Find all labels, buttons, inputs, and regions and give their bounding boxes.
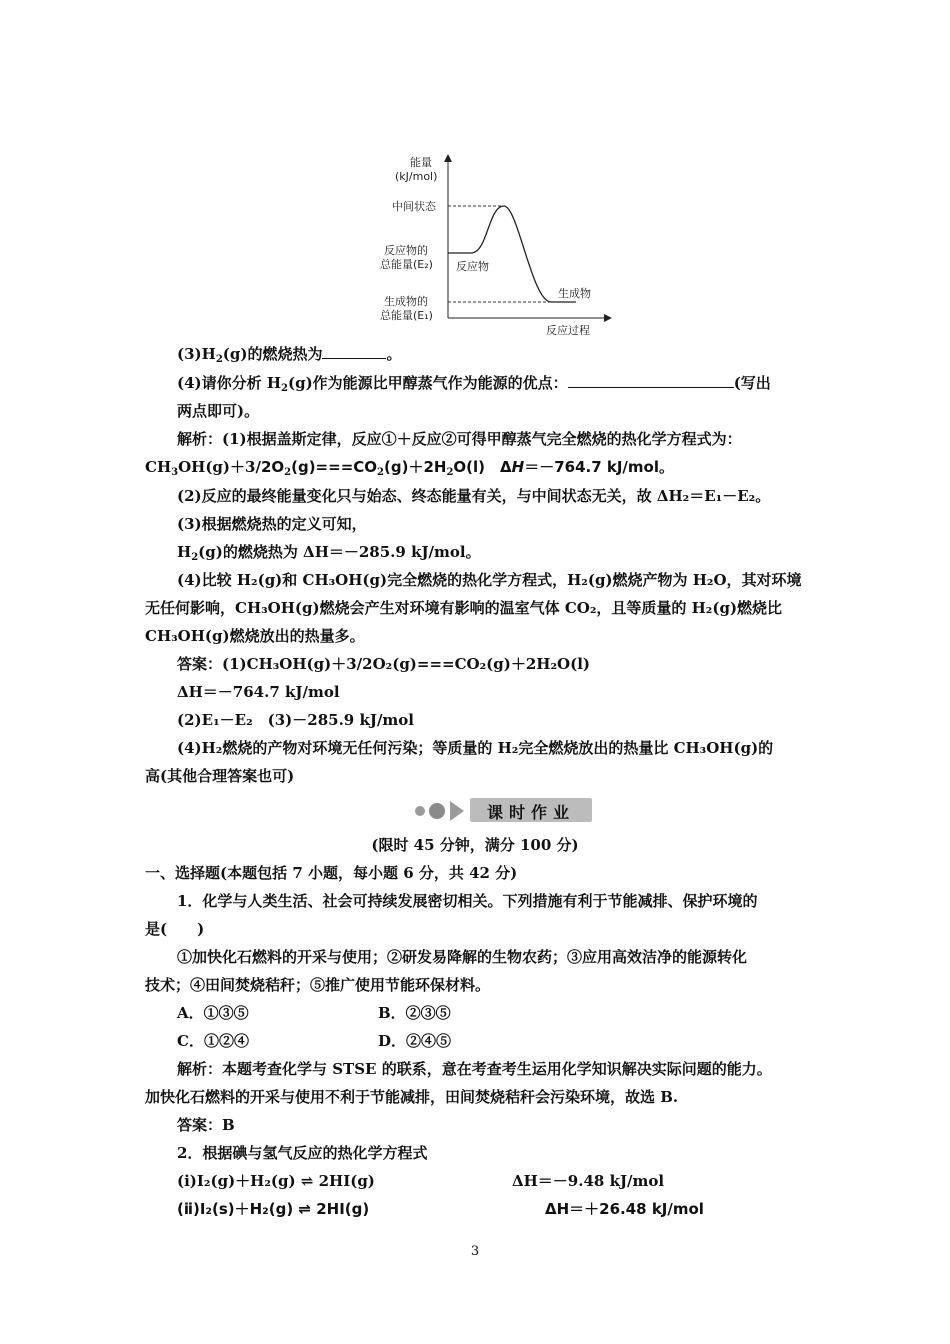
banner-title: 课时作业 xyxy=(486,803,575,822)
label-reactant-total-2: 总能量(E₂) xyxy=(380,258,433,271)
option-d: D．②④⑤ xyxy=(378,1032,452,1050)
y-axis-unit: (kJ/mol) xyxy=(395,170,438,183)
question-3: $(3)H_2(g)$的燃烧热为 。 xyxy=(177,345,402,365)
q1-line3: ①加快化石燃料的开采与使用；②研发易降解的生物农药；③应用高效洁净的能源转化 xyxy=(177,948,748,966)
analysis-1-equation: $CH_3OH(g)+3/2O_2(g)===CO_2(g)+2H_2O(l)$ ΔH＝－764.7 kJ/mol。 xyxy=(145,458,674,478)
label-product-total-1: 生成物的 xyxy=(384,295,428,308)
homework-banner xyxy=(410,795,610,827)
label-intermediate: 中间状态 xyxy=(392,200,436,213)
q1-answer: 答案：B xyxy=(177,1116,235,1134)
q1-line4: 技术；④田间焚烧秸秆；⑤推广使用节能环保材料。 xyxy=(145,976,491,994)
answer-1: 答案：(1)CH₃OH(g)＋3/2O₂(g)===CO₂(g)＋2H₂O(l) xyxy=(177,655,591,673)
analysis-3a: (3)根据燃烧热的定义可知， xyxy=(177,515,367,533)
answer-2-3: (2)E₁－E₂ (3)－285.9 kJ/mol xyxy=(177,711,415,729)
dots-decoration-icon xyxy=(410,796,470,826)
y-axis-title: 能量 xyxy=(410,156,432,169)
answer-4a: (4)H₂燃烧的产物对环境无任何污染；等质量的 H₂完全燃烧放出的热量比 CH₃OH(g)的 xyxy=(177,739,774,757)
analysis-1: 解析：(1)根据盖斯定律，反应①＋反应②可得甲醇蒸气完全燃烧的热化学方程式为： xyxy=(177,430,742,448)
option-b: B．②③⑤ xyxy=(378,1004,451,1022)
q1-line1: 1．化学与人类生活、社会可持续发展密切相关。下列措施有利于节能减排、保护环境的 xyxy=(177,892,758,910)
energy-curve xyxy=(448,206,576,302)
q2-equation-1: (ⅰ)I₂(g)＋H₂(g) ⇌ 2HI(g) xyxy=(177,1172,375,1190)
section-1-heading: 一、选择题(本题包括 7 小题，每小题 6 分，共 42 分) xyxy=(145,864,518,882)
label-product: 生成物 xyxy=(558,287,591,300)
analysis-4b: 无任何影响，CH₃OH(g)燃烧会产生对环境有影响的温室气体 CO₂，且等质量的 H₂(g)燃烧比 xyxy=(145,599,783,617)
question-4: (4)请你分析 $H_2(g)$作为能源比甲醇蒸气作为能源的优点： (写出 xyxy=(177,374,771,394)
q2-equation-1-dh: ΔH＝－9.48 kJ/mol xyxy=(512,1172,665,1190)
analysis-4c: CH₃OH(g)燃烧放出的热量多。 xyxy=(145,627,365,645)
label-reactant-total-1: 反应物的 xyxy=(384,244,428,257)
q1-analysis-2: 加快化石燃料的开采与使用不利于节能减排，田间焚烧秸秆会污染环境，故选 B. xyxy=(145,1088,679,1106)
option-a: A．①③⑤ xyxy=(177,1004,249,1022)
answer-4b: 高(其他合理答案也可) xyxy=(145,767,295,785)
option-c: C．①②④ xyxy=(177,1032,249,1050)
q1-line2: 是( ) xyxy=(145,920,205,938)
q1-analysis-1: 解析：本题考查化学与 STSE 的联系，意在考查考生运用化学知识解决实际问题的能力。 xyxy=(177,1060,772,1078)
analysis-3b: $H_2(g)$的燃烧热为 ΔH＝－285.9 kJ/mol。 xyxy=(177,543,481,563)
page-number: 3 xyxy=(470,1244,480,1259)
x-axis-title: 反应过程 xyxy=(546,324,590,337)
answer-1-dh: ΔH＝－764.7 kJ/mol xyxy=(177,683,340,701)
banner-box xyxy=(470,798,592,822)
q2-line1: 2．根据碘与氢气反应的热化学方程式 xyxy=(177,1144,428,1162)
analysis-4a: (4)比较 H₂(g)和 CH₃OH(g)完全燃烧的热化学方程式，H₂(g)燃烧产物为 H₂O，其对环境 xyxy=(177,571,802,589)
label-reactant: 反应物 xyxy=(456,260,489,273)
q2-equation-2: (ⅱ)I₂(s)＋H₂(g) ⇌ 2HI(g) xyxy=(177,1200,370,1218)
analysis-2: (2)反应的最终能量变化只与始态、终态能量有关，与中间状态无关，故 ΔH₂＝E₁－E₂。 xyxy=(177,487,771,505)
time-limit: (限时 45 分钟，满分 100 分) xyxy=(371,836,579,854)
label-product-total-2: 总能量(E₁) xyxy=(380,309,433,322)
energy-diagram xyxy=(376,150,616,340)
question-4-line2: 两点即可)。 xyxy=(177,402,260,420)
q2-equation-2-dh: ΔH＝＋26.48 kJ/mol xyxy=(545,1200,704,1218)
